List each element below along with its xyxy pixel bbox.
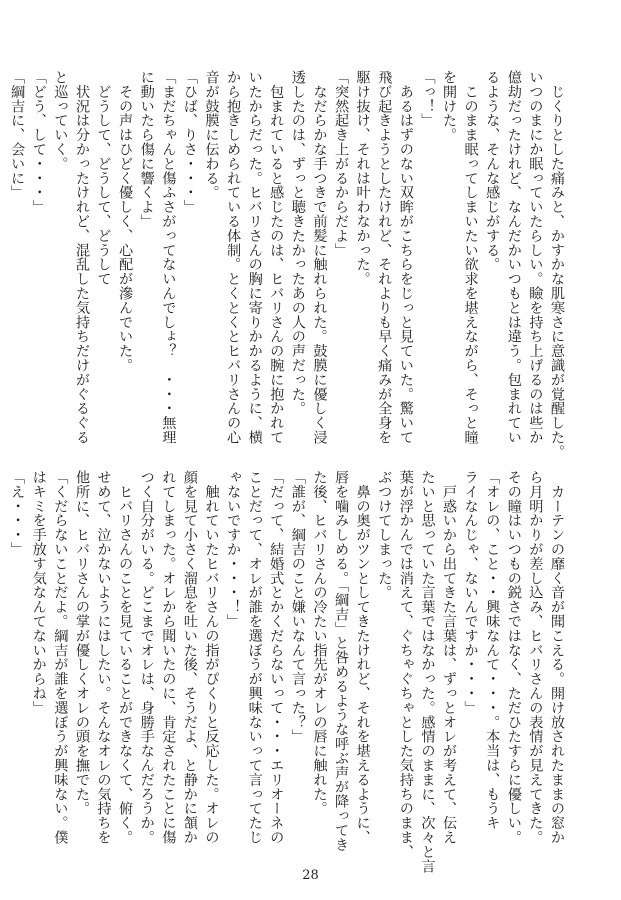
upper-text-line: 「ひば、りさ・・・」 (181, 70, 198, 214)
upper-text-line: と巡っていく。 (52, 70, 69, 171)
upper-text-line: その声はひどく優しく、心配が滲んでいた。 (117, 70, 134, 373)
upper-text-line: 億劫だったけれど、なんだかいつもとは違う。包まれてい (505, 70, 522, 445)
upper-text-line: 「まだちゃんと傷ふさがってないんでしょ？ ・・・無理 (160, 70, 177, 445)
upper-text-line: あるはずのない双眸がこちらをじっと見ていた。驚いて (397, 70, 414, 445)
upper-text-line: 「突然起き上がるからだよ」 (333, 70, 350, 258)
upper-text-line: じくりとした痛みと、かすかな肌寒さに意識が覚醒した。 (549, 70, 565, 459)
upper-text-line: いたからだった。ヒバリさんの胸に寄りかかるように、横 (246, 70, 263, 445)
lower-text-line: ゃないですか・・・！」 (225, 470, 242, 629)
upper-text-line: から抱きしめられている体制。とくとくとヒバリさんの心 (225, 70, 242, 445)
lower-text-line: ら月明かりが差し込み、ヒバリさんの表情が見えてきた。 (527, 470, 544, 845)
lower-text-line: 「だって、結婚式とかくだらないって・・・エリオーネの (268, 470, 285, 845)
upper-text-block (6, 70, 567, 459)
lower-text-line: カーテンの靡く音が聞こえる。開け放されたままの窓か (549, 470, 565, 845)
lower-text-line: ぶつけてしまった。 (376, 470, 393, 600)
lower-text-line: 「オレの、こと・・興味なんて・・・。本当は、もうキ (484, 470, 501, 830)
lower-text-line: 顔を見て小さく溜息を吐いた後、そうだよ、と静かに頷か (181, 470, 198, 845)
upper-text-line: 「どう、して・・・」 (30, 70, 47, 214)
lower-text-line: はキミを手放す気なんてないからね」 (30, 470, 47, 715)
upper-text-line: 状況は分かったけれど、混乱した気持ちだけがぐるぐる (73, 70, 90, 445)
upper-text-line: に動いたら傷に響くよ」 (138, 70, 155, 229)
lower-text-line: その瞳はいつもの鋭さではなく、ただひたすらに優しい。 (505, 470, 522, 845)
lower-text-line: たいと思っていた言葉ではなかった。感情のままに、次々と言 (419, 470, 436, 874)
lower-text-line: 他所に、ヒバリさんの掌が優しくオレの頭を撫でた。 (73, 470, 90, 816)
lower-text-line: れてしまった。オレから聞いたのに、肯定されたことに傷 (160, 470, 177, 845)
lower-text-line: 触れていたヒバリさんの指がぴくりと反応した。オレの (203, 470, 220, 845)
page-number: 28 (302, 868, 319, 883)
upper-text-line: 音が鼓膜に伝わる。 (203, 70, 220, 200)
lower-text-line: た後、ヒバリさんの冷たい指先がオレの唇に触れた。 (311, 470, 328, 816)
lower-text-line: ライなんじゃ、ないんですか・・・」 (462, 470, 479, 715)
upper-text-line: るような、そんな感じがする。 (484, 70, 501, 272)
lower-text-line: 戸惑いから出てきた言葉は、ずっとオレが考えて、伝え (441, 470, 458, 845)
lower-text-line: 葉が浮かんでは消えて、ぐちゃぐちゃとした気持ちのまま、 (397, 470, 414, 859)
lower-text-line: 鼻の奥がツンとしてきたけれど、それを堪えるように、 (354, 470, 371, 845)
upper-text-line: このまま眠ってしまいたい欲求を堪えながら、そっと瞳 (462, 70, 479, 445)
upper-text-line: 包まれていると感じたのは、ヒバリさんの腕に抱かれて (268, 70, 285, 445)
lower-text-line: つく自分がいる。どこまでオレは、身勝手なんだろうか。 (138, 470, 155, 845)
lower-text-line: せめて、泣かないようにはしたい。そんなオレの気持ちを (95, 470, 112, 845)
lower-text-line: 唇を噛みしめる。「綱吉」と咎めるような呼ぶ声が降ってき (333, 470, 350, 852)
upper-text-line: いつのまにか眠っていたらしい。瞼を持ち上げるのは些か (527, 70, 544, 445)
lower-text-block (6, 470, 567, 874)
upper-text-line: 「っ！」 (419, 70, 436, 128)
lower-text-line: ヒバリさんのことを見ていることができなくて、俯く。 (117, 470, 134, 845)
upper-text-line: なだらかな手つきで前髪に触れられた。鼓膜に優しく浸 (311, 70, 328, 445)
upper-text-line: 飛び起きようとしたけれど、それよりも早く痛みが全身を (376, 70, 393, 445)
lower-text-line: 「くだらないことだよ。綱吉が誰を選ぼうが興味ない。僕 (52, 470, 69, 845)
upper-text-line: を開けた。 (441, 70, 458, 142)
lower-text-line: 「え・・・」 (9, 470, 26, 557)
lower-text-line: ことだって、オレが誰を選ぼうが興味ないって言ってたじ (246, 470, 263, 845)
upper-text-line: 透したのは、ずっと聴きたかったあの人の声だった。 (289, 70, 306, 416)
upper-text-line: 「綱吉に、会いに」 (9, 70, 26, 200)
upper-text-line: 駆け抜け、それは叶わなかった。 (354, 70, 371, 286)
upper-text-line: どうして、どうして、どうして (95, 70, 112, 286)
lower-text-line: 「誰が、綱吉のこと嫌いなんて言った？」 (289, 470, 306, 744)
